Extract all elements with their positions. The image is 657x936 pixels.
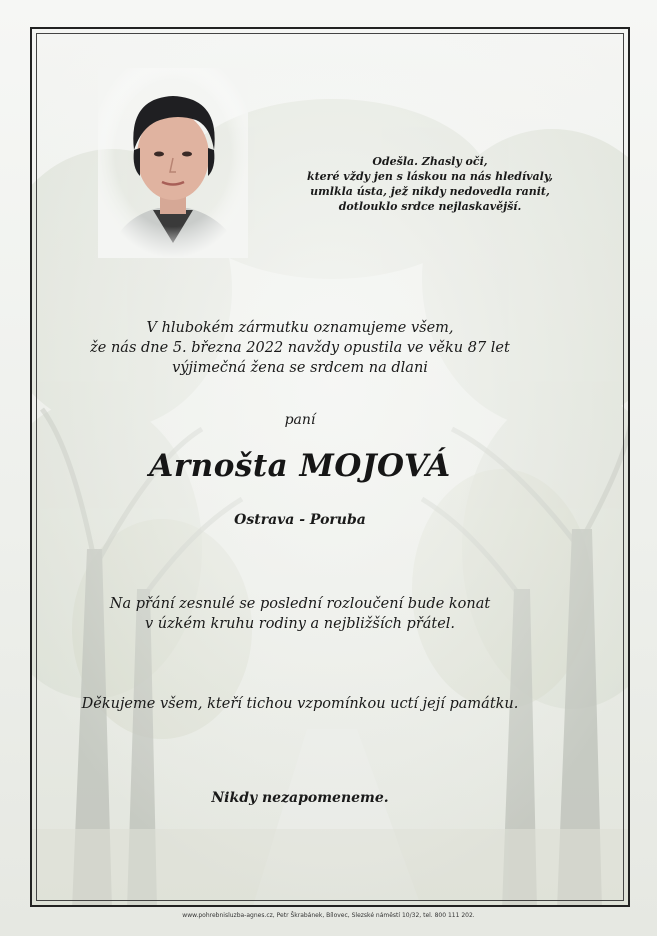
poem-line: umlkla ústa, jež nikdy nedovedla ranit, [310,185,550,198]
funeral-line: Na přání zesnulé se poslední rozloučení bude konat [109,596,491,612]
funeral-line: v úzkém kruhu rodiny a nejbližších přátel. [144,616,456,632]
poem-line: které vždy jen s láskou na nás hledívaly, [306,170,553,183]
funeral-service-footer: www.pohrebnisluzba-agnes.cz, Petr Škrabánek, Bílovec, Slezské náměstí 10/32, tel. 800 111 202. [182,912,475,919]
thanks-note: Děkujeme všem, kteří tichou vzpomínkou uctí její památku. [81,696,519,712]
portrait-photo [98,68,248,258]
announcement-line: že nás dne 5. března 2022 navždy opustila ve věku 87 let [90,340,510,356]
deceased-name: Arnošta MOJOVÁ [149,448,451,484]
memorial-poem [270,154,590,214]
closing-line: Nikdy nezapomeneme. [211,790,389,806]
death-announcement [60,318,540,378]
announcement-line: V hlubokém zármutku oznamujeme všem, [146,320,454,336]
funeral-notice [60,594,540,634]
honorific: paní [284,412,316,428]
place-of-residence: Ostrava - Poruba [234,512,366,528]
announcement-line: výjimečná žena se srdcem na dlani [172,360,428,376]
poem-line: Odešla. Zhasly oči, [372,155,488,168]
poem-line: dotlouklo srdce nejlaskavější. [338,200,522,213]
